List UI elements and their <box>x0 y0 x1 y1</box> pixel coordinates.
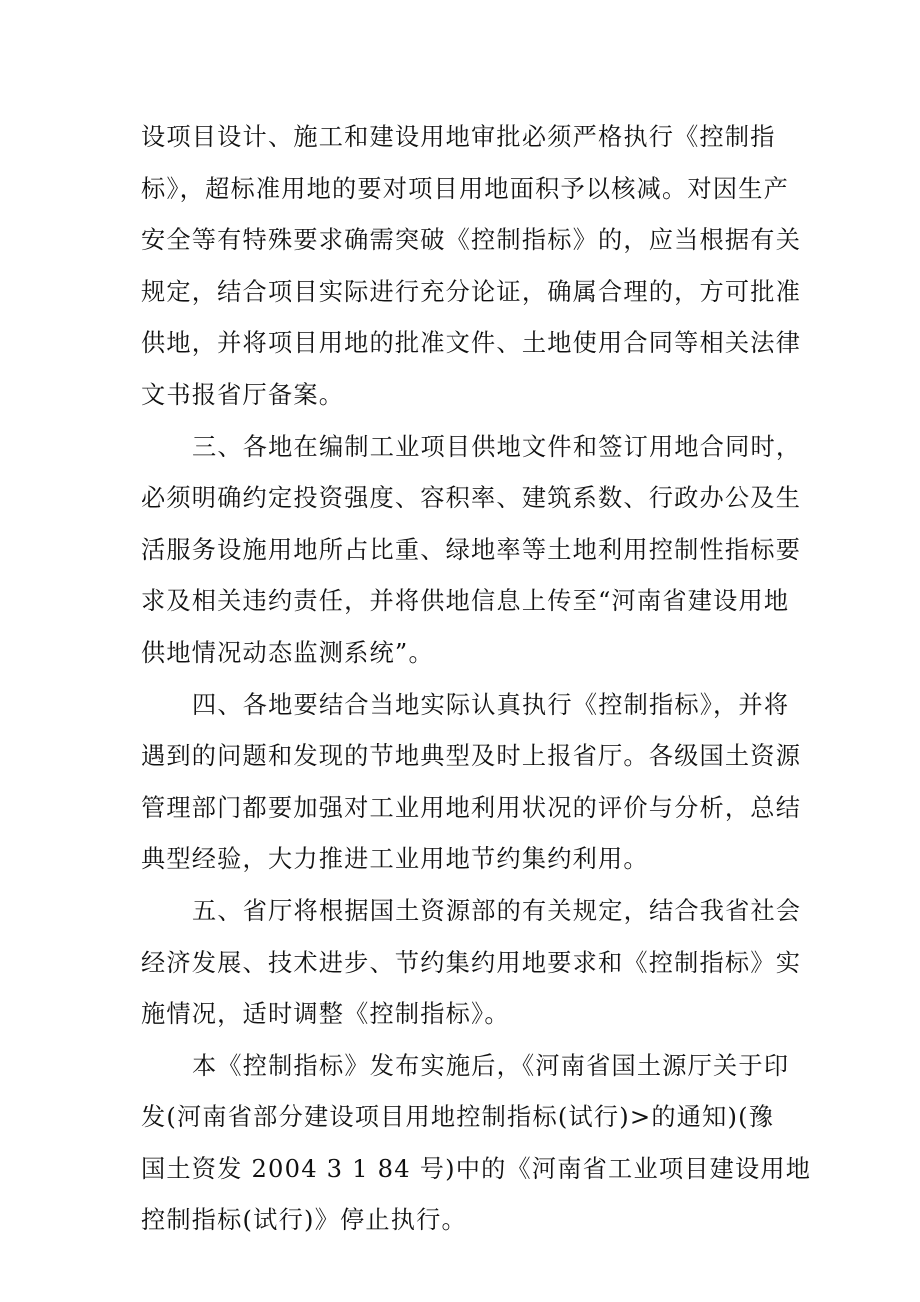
paragraph-start-final: 本《控制指标》发布实施后，《河南省国土源厅关于印 <box>192 1051 790 1080</box>
text-line: 国土资发 2004 3 1 84 号)中的《河南省工业项目建设用地 <box>141 1154 812 1183</box>
text-line: 文书报省厅备案。 <box>141 380 345 409</box>
text-line: 供地，并将项目用地的批准文件、土地使用合同等相关法律 <box>141 329 802 358</box>
text-line: 管理部门都要加强对工业用地利用状况的评价与分析，总结 <box>141 793 802 822</box>
text-line: 发(河南省部分建设项目用地控制指标(试行)>的通知)(豫 <box>141 1103 775 1132</box>
text-line: 遇到的问题和发现的节地典型及时上报省厅。各级国土资源 <box>141 742 802 771</box>
text-line: 安全等有特殊要求确需突破《控制指标》的，应当根据有关 <box>141 226 802 255</box>
document-body <box>141 112 812 1247</box>
text-line: 活服务设施用地所占比重、绿地率等土地利用控制性指标要 <box>141 535 802 564</box>
text-line: 经济发展、技术进步、节约集约用地要求和《控制指标》实 <box>141 948 802 977</box>
text-line: 控制指标(试行)》停止执行。 <box>141 1206 467 1235</box>
text-line: 求及相关违约责任，并将供地信息上传至“河南省建设用地 <box>141 587 790 616</box>
text-line: 典型经验，大力推进工业用地节约集约利用。 <box>141 845 649 874</box>
text-line: 供地情况动态监测系统”。 <box>141 638 434 667</box>
text-line: 必须明确约定投资强度、容积率、建筑系数、行政办公及生 <box>141 484 802 513</box>
text-line: 标》，超标准用地的要对项目用地面积予以核减。对因生产 <box>141 174 789 203</box>
text-line: 规定，结合项目实际进行充分论证，确属合理的，方可批准 <box>141 277 802 306</box>
paragraph-start-4: 四、各地要结合当地实际认真执行《控制指标》，并将 <box>192 690 790 719</box>
text-line: 施情况，适时调整《控制指标》。 <box>141 1000 510 1029</box>
text-line: 设项目设计、施工和建设用地审批必须严格执行《控制指 <box>141 123 776 151</box>
paragraph-start-5: 五、省厅将根据国土资源部的有关规定，结合我省社会 <box>192 896 802 925</box>
paragraph-start-3: 三、各地在编制工业项目供地文件和签订用地合同时， <box>192 432 802 461</box>
